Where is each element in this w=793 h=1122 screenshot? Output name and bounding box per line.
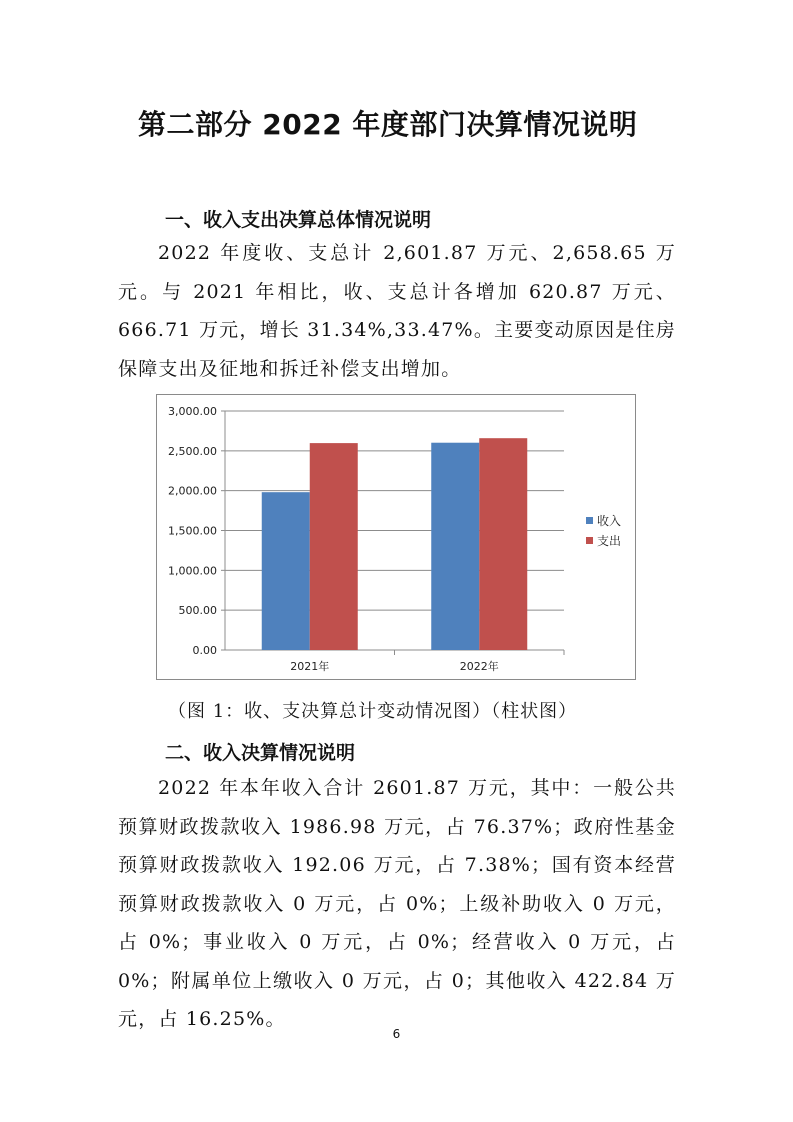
legend-swatch-支出 xyxy=(586,537,593,544)
y-tick-label: 500.00 xyxy=(178,604,217,618)
bar-收入-2021年 xyxy=(262,492,310,650)
legend-label-收入: 收入 xyxy=(597,514,622,528)
bar-收入-2022年 xyxy=(431,443,479,650)
page-number: 6 xyxy=(392,1027,401,1041)
x-tick-label: 2022年 xyxy=(459,660,499,673)
y-tick-label: 0.00 xyxy=(192,644,217,657)
chart-canvas xyxy=(157,395,635,679)
y-tick-label: 2,500.00 xyxy=(168,444,217,458)
bar-支出-2022年 xyxy=(479,438,527,650)
section-heading-1: 一、收入支出决算总体情况说明 xyxy=(165,209,432,231)
y-tick-label: 1,500.00 xyxy=(168,524,217,538)
y-tick-label: 1,000.00 xyxy=(168,564,217,578)
legend-label-支出: 支出 xyxy=(597,534,622,548)
y-tick-label: 2,000.00 xyxy=(168,484,217,498)
figure-caption: （图 1：收、支决算总计变动情况图）（柱状图） xyxy=(168,701,578,722)
x-tick-label: 2021年 xyxy=(290,660,330,673)
page-title: 第二部分 2022 年度部门决算情况说明 xyxy=(138,108,638,141)
bar-支出-2021年 xyxy=(310,443,358,650)
section-heading-2: 二、收入决算情况说明 xyxy=(165,742,356,764)
legend-swatch-收入 xyxy=(586,517,593,524)
y-tick-label: 3,000.00 xyxy=(168,405,217,418)
section-1-paragraph: 2022 年度收、支总计 2,601.87 万元、2,658.65 万元。与 2021 年相比，收、支总计各增加 620.87 万元、666.71 万元，增长 31.34%,33.47%。主要变动原因是住房保障支出及征地和拆迁补偿支出增加。 xyxy=(118,242,676,380)
income-expense-bar-chart xyxy=(156,394,636,680)
section-2-paragraph: 2022 年本年收入合计 2601.87 万元，其中：一般公共预算财政拨款收入 1986.98 万元，占 76.37%；政府性基金预算财政拨款收入 192.06 万元，占 7.38%；国有资本经营预算财政拨款收入 0 万元，占 0%；上级补助收入 0 万元，占 0%；事业收入 0 万元，占 0%；经营收入 0 万元，占 0%；附属单位上缴收入 0 万元，占 0；其他收入 422.84 万元，占 16.25%。 xyxy=(118,777,676,1030)
